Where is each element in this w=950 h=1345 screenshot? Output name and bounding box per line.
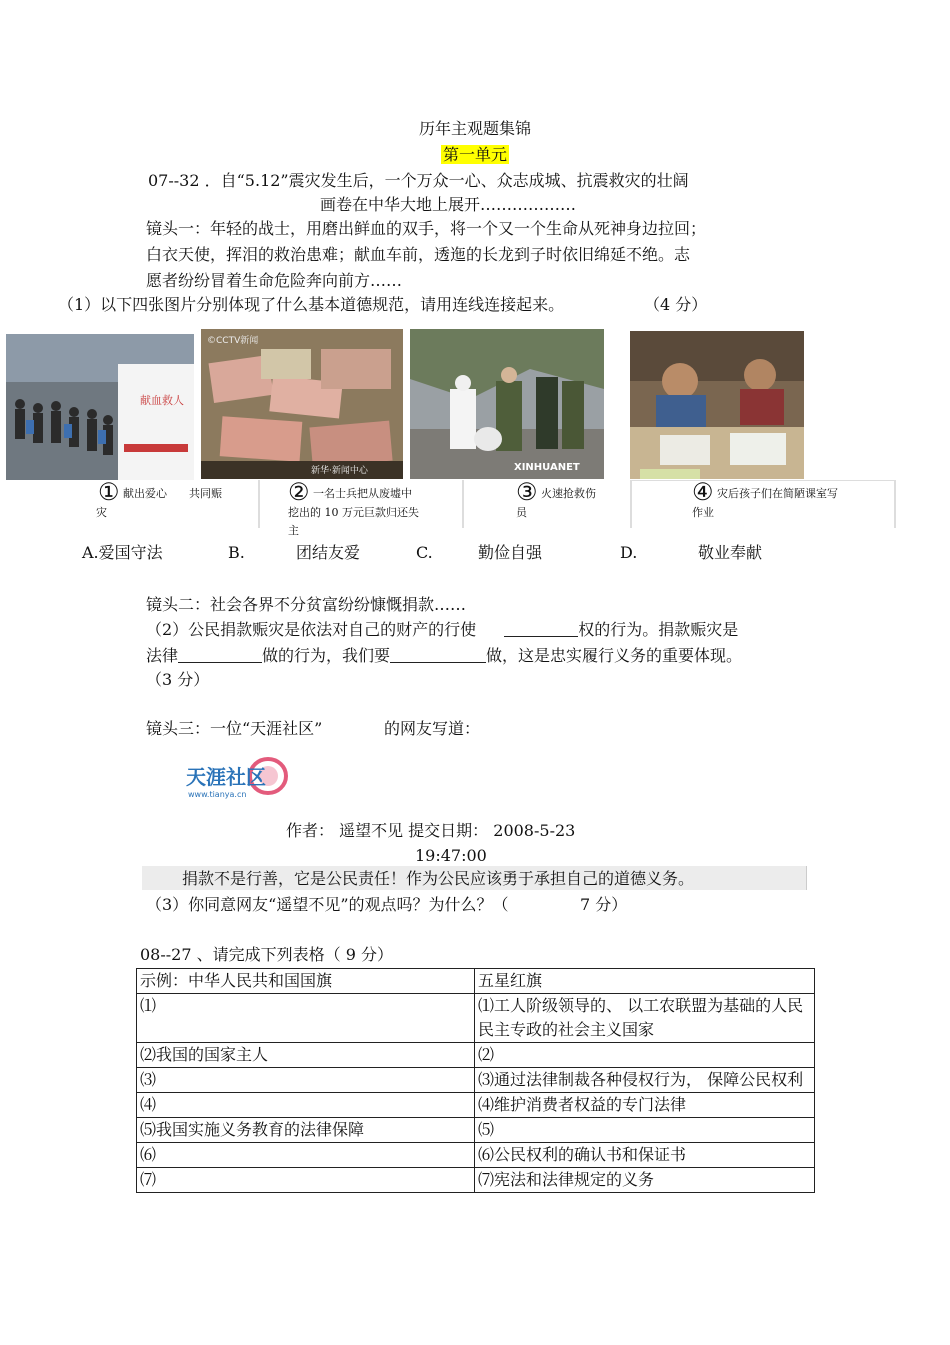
caption-3-line2: 员	[516, 506, 527, 519]
caption-4	[692, 480, 838, 504]
sub-question-3: （3）你同意网友“遥望不见”的观点吗？为什么？（	[146, 895, 509, 914]
caption-2	[288, 480, 412, 504]
table-row	[137, 994, 815, 1043]
scene1-line1: 镜头一：年轻的战士，用磨出鲜血的双手，将一个又一个生命从死神身边拉回；	[146, 219, 707, 238]
caption-4-line1: 灾后孩子们在简陋课室写	[717, 487, 839, 500]
table-cell-right: ⑶通过法律制裁各种侵权行为， 保障公民权利	[475, 1068, 815, 1093]
q2-heading: 08--27 、请完成下列表格（ 9 分）	[140, 945, 393, 964]
scene2-text: 镜头二：社会各界不分贫富纷纷慷慨捐款……	[146, 595, 467, 614]
caption-divider-2	[462, 480, 464, 528]
unit-label: 第一单元	[442, 145, 507, 164]
photo-watermark-2: ©CCTV新闻	[207, 336, 259, 346]
q1-stem-line2: 画卷在中华大地上展开………………	[320, 195, 577, 214]
option-b-label: 团结友爱	[296, 543, 361, 562]
scene1-line3: 愿者纷纷冒着生命危险奔向前方……	[146, 271, 403, 290]
blank-1[interactable]	[504, 618, 578, 637]
table-row	[137, 1143, 815, 1168]
table-cell-left: ⑹	[137, 1143, 475, 1168]
option-a-key: A.	[82, 543, 99, 562]
option-d-label: 敬业奉献	[698, 543, 763, 562]
q2-table	[136, 968, 815, 1193]
sub2-text-e: 做，这是忠实履行义务的重要体现。	[486, 646, 743, 665]
scene3-text-a: 镜头三：一位“天涯社区”	[146, 719, 323, 738]
caption-2-line3: 主	[288, 524, 299, 537]
scene1-line2: 白衣天使，挥泪的救治患难；献血车前，透迤的长龙到子时依旧绵延不绝。志	[146, 245, 691, 264]
photo-returned-money	[201, 329, 403, 479]
q1-stem-line1: 07--32 ．自“5.12”震灾发生后，一个万众一心、众志成城、抗震救灾的壮阔	[148, 171, 689, 190]
photo-watermark-1: 献血救人	[140, 394, 184, 407]
table-row	[137, 1118, 815, 1143]
caption-2-line1: 一名士兵把从废墟中	[313, 487, 413, 500]
caption-2-line2: 挖出的 10 万元巨款归还失	[288, 506, 419, 519]
table-cell-right: ⑹公民权利的确认书和保证书	[475, 1143, 815, 1168]
photo-children-study	[630, 331, 804, 479]
tianya-logo-url: www.tianya.cn	[188, 790, 247, 799]
table-cell-left: ⑷	[137, 1093, 475, 1118]
table-cell-right: 五星红旗	[475, 969, 815, 994]
tianya-logo	[184, 754, 288, 800]
sub2-text-c: 法律	[146, 646, 179, 665]
table-row	[137, 1043, 815, 1068]
caption-2-number: ②	[288, 478, 310, 506]
photo-watermark-3: 新华·新闻中心	[311, 466, 368, 476]
table-cell-right: ⑸	[475, 1118, 815, 1143]
option-c-label: 勤俭自强	[478, 543, 543, 562]
table-row	[137, 1168, 815, 1193]
sub-question-1-score: （4 分）	[644, 295, 708, 314]
table-cell-left: ⑵我国的国家主人	[137, 1043, 475, 1068]
caption-3	[516, 480, 596, 504]
table-row	[137, 1068, 815, 1093]
option-b-key: B.	[228, 543, 245, 562]
caption-1-line1: 献出爱心 共同赈	[123, 487, 223, 500]
table-cell-left: ⑺	[137, 1168, 475, 1193]
caption-1-number: ①	[98, 478, 120, 506]
caption-divider-4	[894, 480, 896, 528]
table-cell-right: ⑷维护消费者权益的专门法律	[475, 1093, 815, 1118]
sub-question-2-line1	[146, 617, 738, 643]
tianya-logo-text: 天涯社区	[186, 765, 266, 789]
quote-text: 捐款不是行善，它是公民责任！作为公民应该勇于承担自己的道德义务。	[182, 869, 695, 888]
table-cell-right: ⑵	[475, 1043, 815, 1068]
table-cell-left: ⑶	[137, 1068, 475, 1093]
sub-question-3-score: 7 分）	[580, 895, 628, 914]
sub2-text-b: 权的行为。捐款赈灾是	[578, 620, 739, 639]
option-c-key: C.	[416, 543, 433, 562]
sub-question-2-score: （3 分）	[146, 670, 210, 689]
caption-4-line2: 作业	[692, 506, 714, 519]
photo-blood-donation	[6, 334, 194, 480]
option-d-key: D.	[620, 543, 638, 562]
caption-divider-1	[258, 480, 260, 528]
page-title: 历年主观题集锦	[418, 119, 531, 138]
option-a-label: 爱国守法	[98, 543, 163, 562]
sub2-text-d: 做的行为，我们要	[262, 646, 391, 665]
scene3-text-b: 的网友写道：	[384, 719, 481, 738]
table-row	[137, 1093, 815, 1118]
caption-1-line2: 灾	[96, 506, 107, 519]
table-cell-right: ⑺宪法和法律规定的义务	[475, 1168, 815, 1193]
post-author-date: 作者： 遥望不见 提交日期： 2008-5-23	[286, 821, 576, 840]
caption-1	[98, 480, 222, 504]
sub-question-2-line2	[146, 643, 742, 669]
caption-4-number: ④	[692, 478, 714, 506]
table-cell-right: ⑴工人阶级领导的、 以工农联盟为基础的人民民主专政的社会主义国家	[475, 994, 815, 1043]
blank-2[interactable]	[178, 644, 262, 663]
caption-3-line1: 火速抢救伤	[541, 487, 597, 500]
table-cell-left: ⑸我国实施义务教育的法律保障	[137, 1118, 475, 1143]
photo-watermark-4: XINHUANET	[514, 462, 580, 473]
blank-3[interactable]	[390, 644, 486, 663]
caption-divider-3	[630, 480, 632, 528]
post-time: 19:47:00	[415, 846, 487, 865]
option-a	[82, 540, 163, 566]
sub-question-1: （1）以下四张图片分别体现了什么基本道德规范，请用连线连接起来。	[58, 295, 565, 314]
unit-heading	[0, 142, 950, 168]
caption-3-number: ③	[516, 478, 538, 506]
table-cell-left: 示例：中华人民共和国国旗	[137, 969, 475, 994]
photo-rescue	[410, 329, 604, 479]
table-row	[137, 969, 815, 994]
table-cell-left: ⑴	[137, 994, 475, 1043]
sub2-text-a: （2）公民捐款赈灾是依法对自己的财产的行使	[146, 620, 477, 639]
